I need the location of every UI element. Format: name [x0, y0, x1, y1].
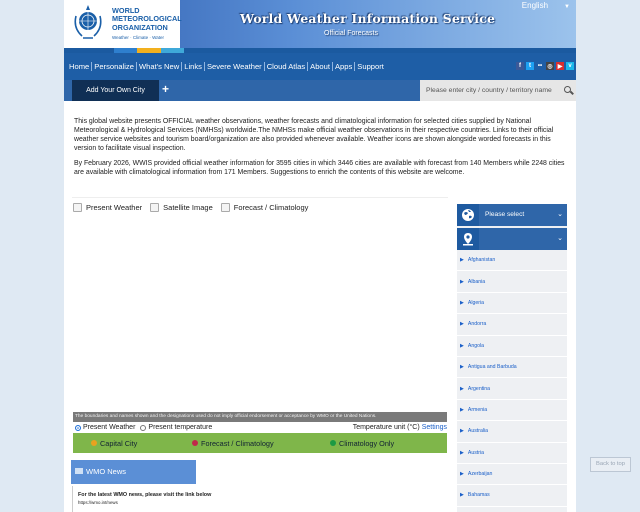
- wmo-news-text: For the latest WMO news, please visit the link below: [78, 492, 212, 498]
- wmo-emblem-icon: [73, 4, 103, 40]
- nav-item-apps[interactable]: Apps: [333, 62, 355, 71]
- legend-label: Climatology Only: [339, 438, 395, 448]
- country-item[interactable]: [457, 250, 567, 271]
- country-label: Bahamas: [467, 492, 490, 499]
- add-your-own-city-tab[interactable]: Add Your Own City: [72, 80, 159, 101]
- site-subtitle: Official Forecasts: [324, 30, 378, 37]
- instagram-icon[interactable]: ◎: [547, 63, 553, 70]
- country-label: Albania: [467, 278, 486, 285]
- chevron-right-icon: ▶: [460, 385, 464, 392]
- chevron-right-icon: ▶: [460, 428, 464, 435]
- vimeo-icon[interactable]: v: [566, 62, 574, 70]
- region-select-label: Please select: [485, 211, 525, 218]
- settings-link[interactable]: Settings: [421, 424, 447, 431]
- divider: [72, 197, 448, 198]
- nav-item-cloud-atlas[interactable]: Cloud Atlas: [265, 62, 308, 71]
- country-item[interactable]: [457, 336, 567, 357]
- globe-icon: [457, 204, 479, 226]
- country-item[interactable]: [457, 378, 567, 399]
- site-header: [64, 0, 576, 48]
- chevron-down-icon: ⌄: [557, 235, 563, 242]
- nav-item-severe-weather[interactable]: Severe Weather: [205, 62, 265, 71]
- forecast-climatology-dot-icon: [192, 440, 198, 446]
- flickr-icon[interactable]: ••: [537, 63, 543, 69]
- nav-item-links[interactable]: Links: [182, 62, 205, 71]
- country-label: Argentina: [467, 385, 491, 392]
- chevron-right-icon: ▶: [460, 471, 464, 478]
- checkbox[interactable]: [73, 203, 82, 212]
- chevron-right-icon: ▶: [460, 278, 464, 285]
- org-name-line: WORLD: [112, 6, 140, 15]
- temperature-unit-label: Temperature unit (°C): [352, 424, 420, 431]
- country-item[interactable]: [457, 271, 567, 292]
- country-label: Afghanistan: [467, 257, 496, 264]
- map-legend: [73, 433, 447, 453]
- country-label: Austria: [467, 449, 485, 456]
- chevron-right-icon: ▶: [460, 492, 464, 499]
- location-select[interactable]: [457, 228, 567, 250]
- country-item[interactable]: [457, 464, 567, 485]
- country-label: Armenia: [467, 406, 488, 413]
- nav-list: [67, 62, 386, 71]
- present-weather-label: Present Weather: [86, 203, 143, 212]
- chevron-right-icon: ▶: [460, 406, 464, 413]
- search-icon[interactable]: [564, 86, 571, 93]
- country-item[interactable]: [457, 400, 567, 421]
- facebook-icon[interactable]: f: [516, 62, 524, 70]
- country-panel: [457, 204, 567, 512]
- intro-paragraph: This global website presents OFFICIAL weather observations, weather forecasts and climatological information for selected cities supplied by National Meteorological & Hydrological Services (NMHSs) worldwide.The NMHSs make official weather observations in their respective countries. Links to their official weather service websites and tourism board/organization are also provided whenever available. Weather icons are shown alongside worded forecasts in this version to facilitate visual inspection.: [74, 118, 554, 152]
- country-label: Algeria: [467, 299, 485, 306]
- nav-item-support[interactable]: Support: [357, 62, 384, 71]
- legend-label: Capital City: [100, 438, 138, 448]
- satellite-image-label: Satellite Image: [163, 203, 213, 212]
- country-item[interactable]: [457, 485, 567, 506]
- main-nav: [64, 53, 576, 80]
- country-item[interactable]: [457, 421, 567, 442]
- org-name-line: METEOROLOGICAL: [112, 14, 182, 24]
- wmo-news-tab[interactable]: [71, 460, 196, 484]
- intro-paragraph: By February 2026, WWIS provided official weather information for 3595 cities in which 3446 cities are available with forecast from 140 Members while 2248 cities are available with climatological information from 171 Members. Suggestions to enrich the contents of this website are welcome.: [74, 160, 565, 176]
- page: [64, 0, 576, 512]
- country-list: [457, 250, 567, 507]
- country-item[interactable]: [457, 443, 567, 464]
- pin-svg: [462, 232, 474, 246]
- language-selector[interactable]: [522, 1, 570, 10]
- country-label: Angola: [467, 342, 485, 349]
- country-item[interactable]: [457, 357, 567, 378]
- nav-item-what-s-new[interactable]: What's New: [137, 62, 182, 71]
- wmo-news-link[interactable]: https://wmo.int/news: [78, 500, 118, 505]
- caret-down-icon: ▼: [564, 4, 570, 10]
- chevron-right-icon: ▶: [460, 342, 464, 349]
- country-label: Azerbaijan: [467, 471, 493, 478]
- nav-item-about[interactable]: About: [308, 62, 333, 71]
- map-mode-radios: [75, 424, 447, 431]
- country-label: Australia: [467, 428, 489, 435]
- region-select[interactable]: [457, 204, 567, 226]
- wmo-news-title: WMO News: [86, 467, 126, 476]
- forecast-climatology-toggle[interactable]: [221, 203, 309, 212]
- city-search-placeholder: Please enter city / country / territory name: [426, 87, 552, 94]
- world-map[interactable]: [73, 216, 447, 412]
- present-weather-radio[interactable]: [75, 425, 81, 431]
- legend-label: Forecast / Climatology: [201, 438, 274, 448]
- org-name-line: ORGANIZATION: [112, 22, 168, 32]
- back-to-top-button[interactable]: Back to top: [590, 457, 631, 472]
- twitter-icon[interactable]: t: [526, 62, 534, 70]
- legend-capital-city: [91, 439, 137, 448]
- country-label: Antigua and Barbuda: [467, 364, 517, 371]
- site-title: World Weather Information Service: [240, 11, 496, 26]
- present-weather-toggle[interactable]: [73, 203, 142, 212]
- climatology-only-dot-icon: [330, 440, 336, 446]
- social-links: [516, 62, 574, 70]
- add-city-plus-button[interactable]: +: [162, 82, 170, 96]
- org-tagline: Weather · Climate · Water: [112, 35, 165, 40]
- present-weather-radio-label: Present Weather: [83, 424, 136, 431]
- checkbox[interactable]: [150, 203, 159, 212]
- news-icon: [75, 468, 83, 474]
- language-label: English: [521, 1, 549, 10]
- chevron-right-icon: ▶: [460, 257, 464, 264]
- intro-text: [74, 117, 570, 177]
- map-disclaimer: The boundaries and names shown and the designations used do not imply official endorsement or acceptance by WMO or the United Nations.: [73, 412, 447, 422]
- chevron-right-icon: ▶: [460, 321, 464, 328]
- sub-toolbar: [64, 80, 576, 101]
- news-divider: [72, 486, 73, 512]
- checkbox[interactable]: [221, 203, 230, 212]
- legend-forecast-climatology: [192, 439, 274, 448]
- nav-item-personalize[interactable]: Personalize: [92, 62, 137, 71]
- map-layer-toggles: [73, 203, 308, 212]
- org-name: [112, 7, 182, 32]
- chevron-right-icon: ▶: [460, 449, 464, 456]
- present-temperature-radio-label: Present temperature: [148, 424, 213, 431]
- satellite-image-toggle[interactable]: [150, 203, 213, 212]
- youtube-icon[interactable]: ▶: [557, 63, 563, 70]
- country-item[interactable]: [457, 314, 567, 335]
- chevron-down-icon: ⌄: [557, 211, 563, 218]
- wmo-logo[interactable]: [64, 0, 180, 48]
- chevron-right-icon: ▶: [460, 364, 464, 371]
- country-item[interactable]: [457, 293, 567, 314]
- location-pin-icon: [457, 228, 479, 250]
- country-label: Andorra: [467, 321, 487, 328]
- nav-item-home[interactable]: Home: [67, 62, 92, 71]
- present-temperature-radio[interactable]: [140, 425, 146, 431]
- forecast-climatology-label: Forecast / Climatology: [233, 203, 309, 212]
- globe-svg: [461, 208, 475, 222]
- city-search-input[interactable]: [420, 80, 576, 101]
- chevron-right-icon: ▶: [460, 299, 464, 306]
- legend-climatology-only: [330, 439, 394, 448]
- capital-city-dot-icon: [91, 440, 97, 446]
